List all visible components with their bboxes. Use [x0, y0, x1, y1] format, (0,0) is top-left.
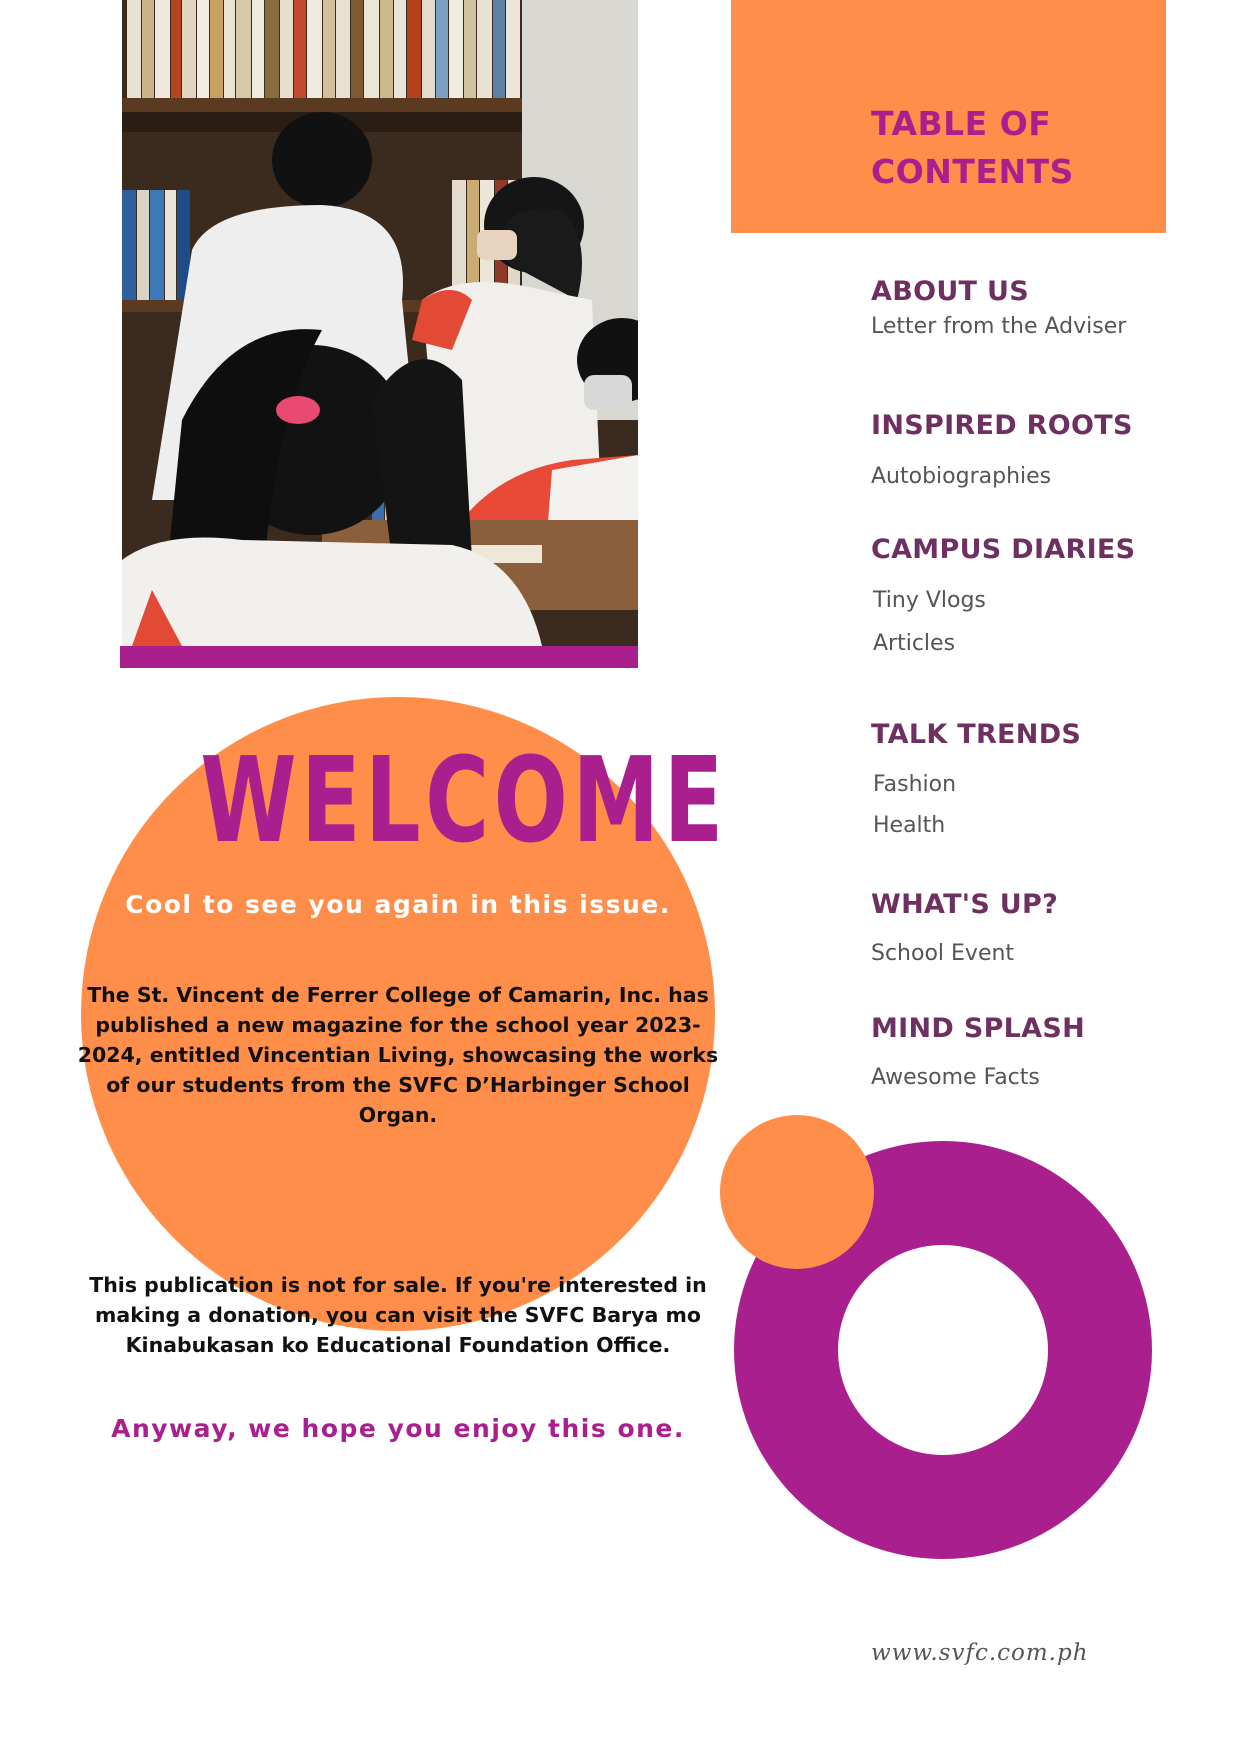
welcome-title: WELCOME — [200, 731, 728, 869]
toc-heading-mind-splash[interactable]: MIND SPLASH — [871, 1013, 1086, 1044]
website-link[interactable]: www.svfc.com.ph — [871, 1640, 1089, 1666]
toc-item-tiny-vlogs[interactable]: Tiny Vlogs — [873, 588, 986, 613]
toc-item-school-event[interactable]: School Event — [871, 941, 1015, 966]
toc-item-health[interactable]: Health — [873, 813, 946, 838]
toc-heading-whats-up[interactable]: WHAT'S UP? — [871, 889, 1059, 920]
toc-item-fashion[interactable]: Fashion — [873, 772, 957, 797]
toc-item-awesome-facts[interactable]: Awesome Facts — [871, 1065, 1040, 1090]
closing-line: Anyway, we hope you enjoy this one. — [111, 1414, 685, 1443]
toc-title — [871, 100, 1151, 196]
toc-heading-campus-diaries[interactable]: CAMPUS DIARIES — [871, 534, 1136, 565]
students-library-photo — [122, 0, 638, 646]
decorative-ring-center — [838, 1245, 1048, 1455]
welcome-intro-paragraph: The St. Vincent de Ferrer College of Camarin, Inc. has published a new magazine for the school year 2023-2024, entitled Vincentian Living, showcasing the works of our students from the SVFC D’Harbinger School Organ. — [77, 983, 719, 1127]
toc-item-articles[interactable]: Articles — [873, 631, 956, 656]
photo-accent-bar — [120, 646, 638, 668]
toc-item-letter-from-adviser[interactable]: Letter from the Adviser — [871, 314, 1127, 339]
toc-heading-inspired-roots[interactable]: INSPIRED ROOTS — [871, 410, 1133, 441]
toc-heading-about-us[interactable]: ABOUT US — [871, 276, 1029, 307]
decorative-orange-dot — [720, 1115, 874, 1269]
toc-item-autobiographies[interactable]: Autobiographies — [871, 464, 1052, 489]
toc-title-line-2: CONTENTS — [871, 152, 1074, 191]
welcome-tagline: Cool to see you again in this issue. — [125, 890, 671, 919]
toc-heading-talk-trends[interactable]: TALK TRENDS — [871, 719, 1082, 750]
donation-note: This publication is not for sale. If you're interested in making a donation, you can visit the SVFC Barya mo Kinabukasan ko Educational Foundation Office. — [89, 1273, 707, 1357]
toc-title-line-1: TABLE OF — [871, 104, 1052, 143]
